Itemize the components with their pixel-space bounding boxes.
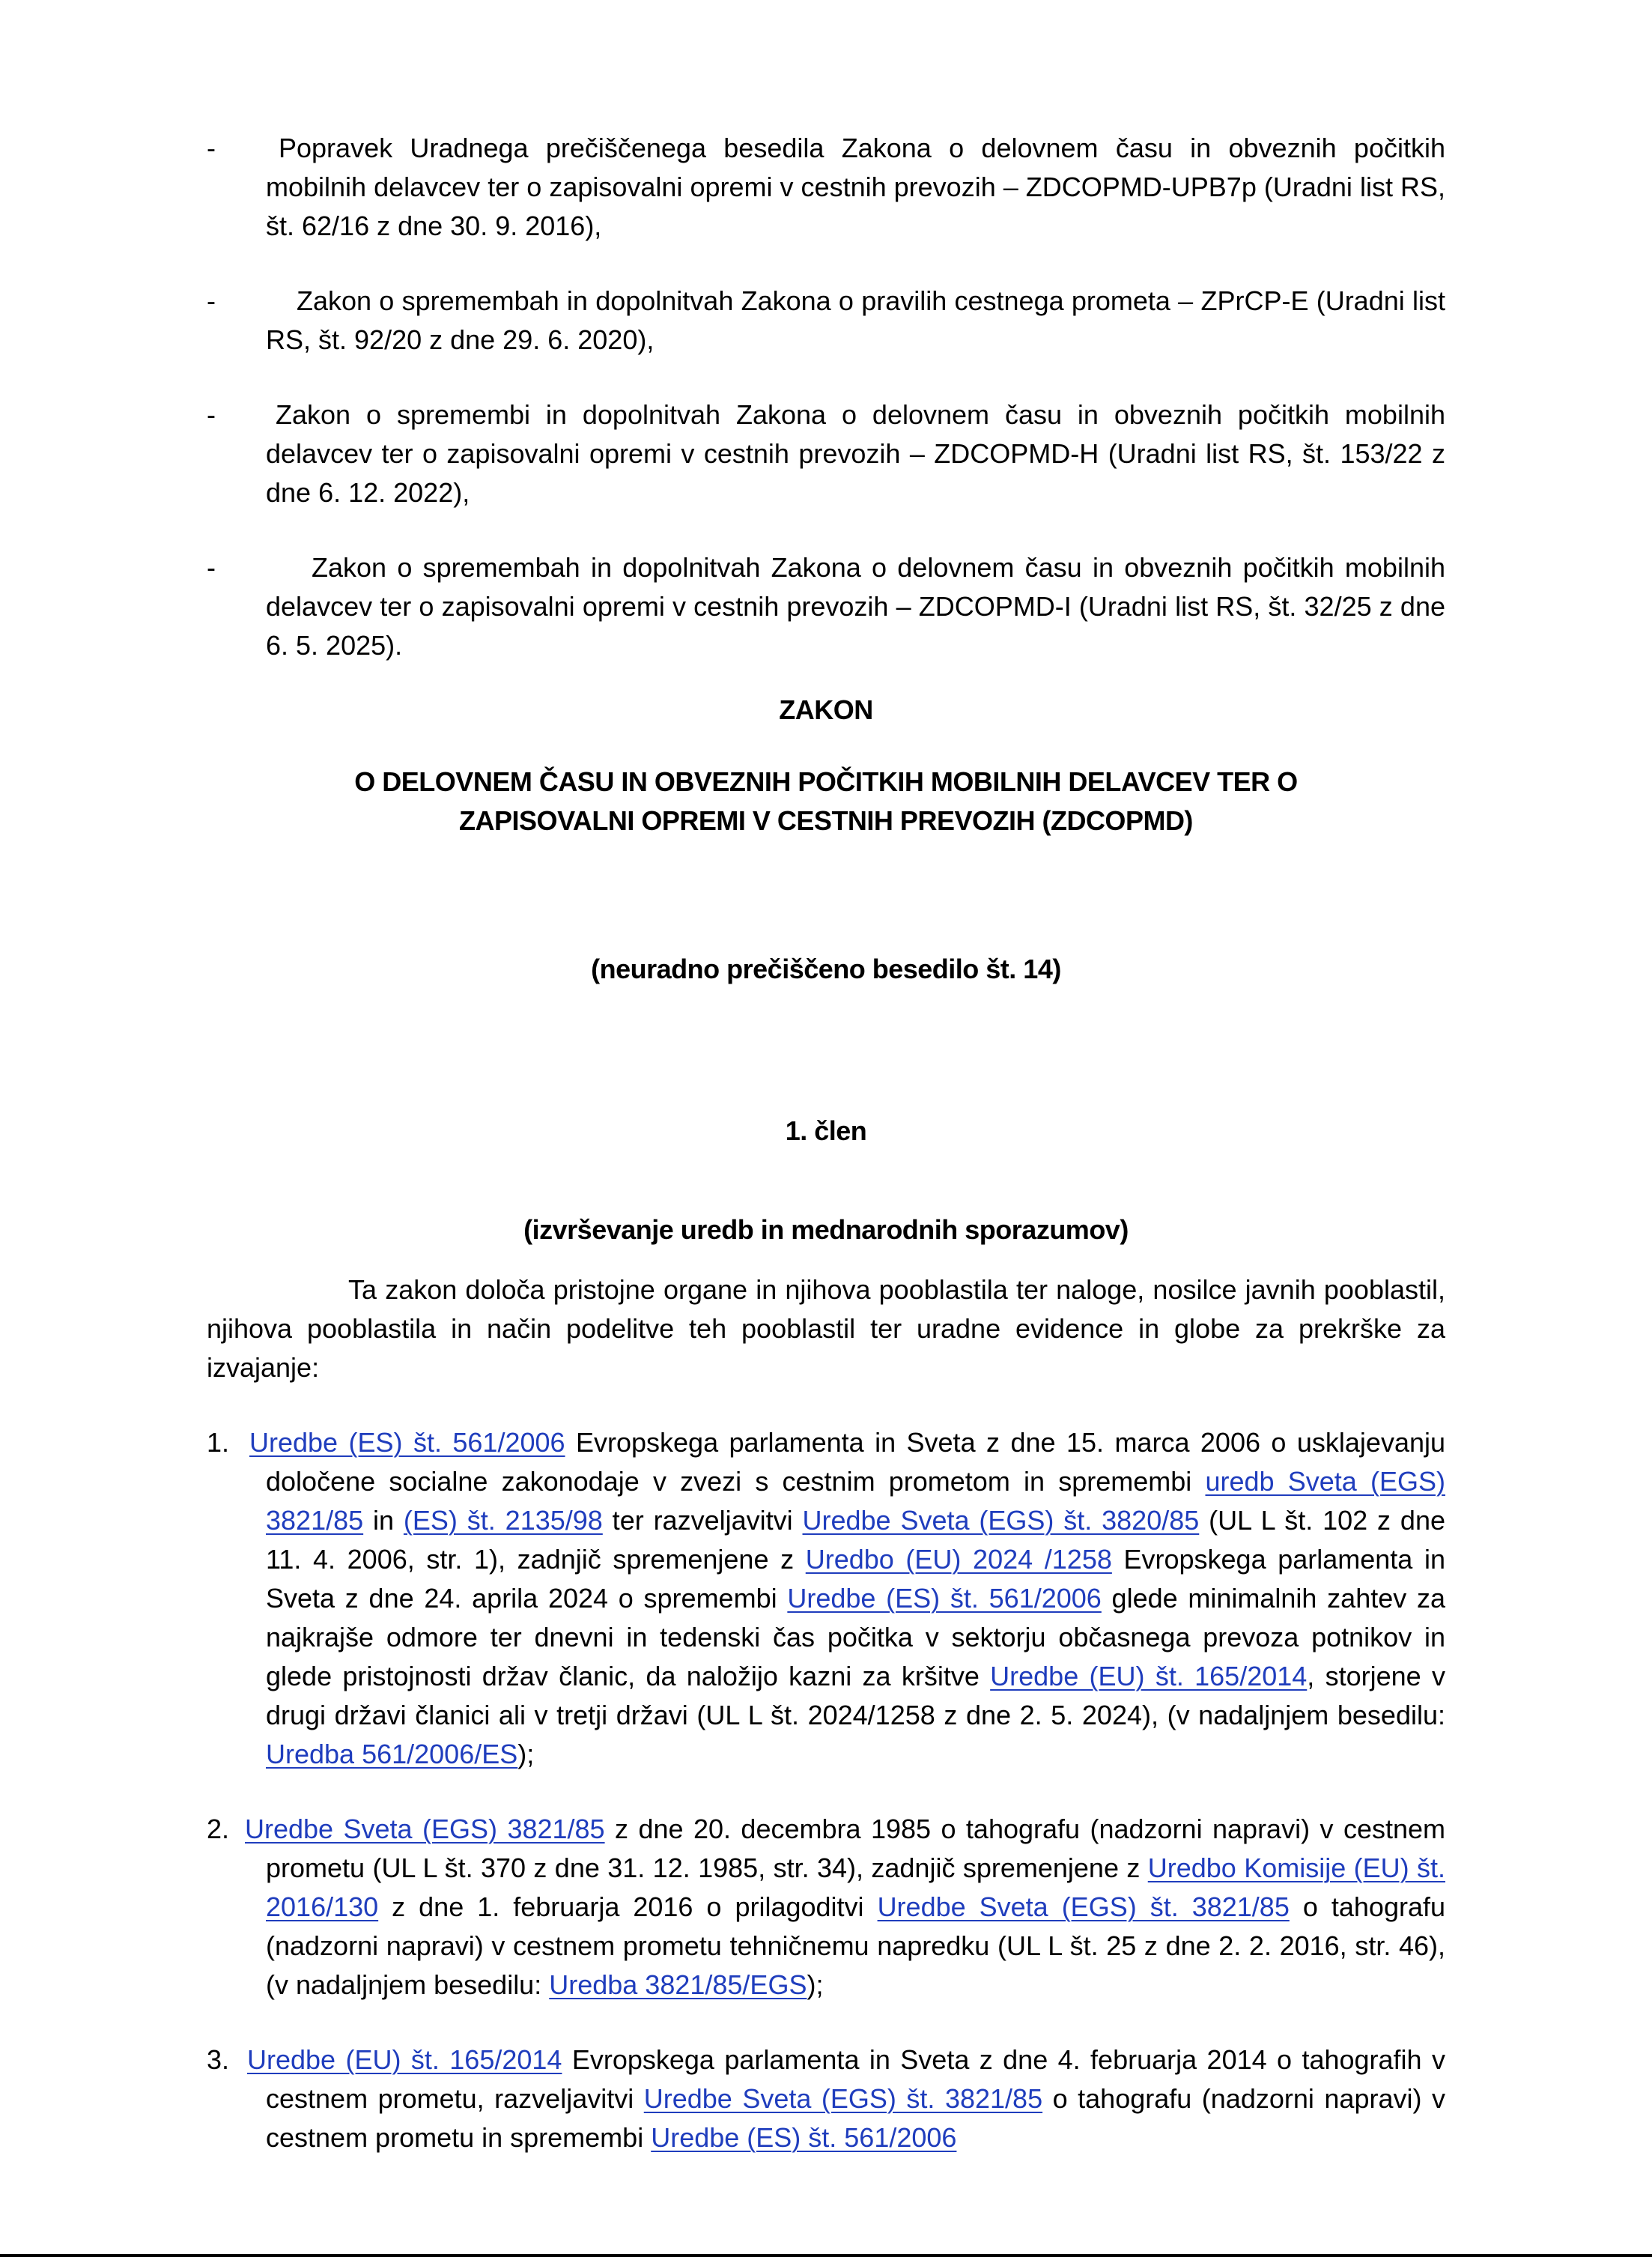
regulation-link[interactable]: (ES) št. 2135/98 <box>403 1505 603 1536</box>
numbered-item <box>207 1810 1445 2005</box>
item-text: Evropskega parlamenta in Sveta z dne 15. marca 2006 o usklajevanju določene socialne zakonodaje v zvezi s cestnim prometom in spremembi <box>266 1427 1446 1497</box>
consolidated-version-label: (neuradno prečiščeno besedilo št. 14) <box>591 954 1061 984</box>
intro-paragraph: Ta zakon določa pristojne organe in njihova pooblastila ter naloge, nosilce javnih pooblastil, njihova pooblastila in način podelitve teh pooblastil ter uradne evidence in globe za prekrške za izvajanje: <box>207 1274 1445 1383</box>
law-heading: ZAKON <box>779 694 873 725</box>
amendment-text: Zakon o spremembah in dopolnitvah Zakona o pravilih cestnega prometa – ZPrCP-E (Uradni list RS, št. 92/20 z dne 29. 6. 2020), <box>266 285 1445 355</box>
item-text: ); <box>807 1969 824 2000</box>
amendment-text: Zakon o spremembi in dopolnitvah Zakona o delovnem času in obveznih počitkih mobilnih delavcev ter o zapisovalni opremi v cestnih prevozih – ZDCOPMD-H (Uradni list RS, št. 153/22 z dne 6. 12. 2022), <box>266 399 1445 508</box>
regulation-link[interactable]: Uredbe Sveta (EGS) št. 3821/85 <box>877 1891 1290 1922</box>
regulation-link[interactable]: Uredbe Sveta (EGS) št. 3821/85 <box>643 2083 1043 2114</box>
numbered-item <box>207 2041 1445 2157</box>
regulation-link[interactable]: Uredbo Komisije (EU) št. 2016/130 <box>266 1852 1445 1922</box>
amendment-text: Popravek Uradnega prečiščenega besedila Zakona o delovnem času in obveznih počitkih mobilnih delavcev ter o zapisovalni opremi v cestnih prevozih – ZDCOPMD-UPB7p (Uradni list RS, št. 62/16 z dne 30. 9. 2016), <box>266 133 1445 241</box>
item-text: o tahografu (nadzorni napravi) v cestnem prometu in spremembi <box>266 2083 1445 2153</box>
amendment-text: Zakon o spremembah in dopolnitvah Zakona o delovnem času in obveznih počitkih mobilnih delavcev ter o zapisovalni opremi v cestnih prevozih – ZDCOPMD-I (Uradni list RS, št. 32/25 z dne 6. 5. 2025). <box>266 552 1445 661</box>
list-dash: - <box>207 399 216 430</box>
regulation-link[interactable]: Uredbe (EU) št. 165/2014 <box>990 1661 1308 1691</box>
regulation-link[interactable]: Uredbe Sveta (EGS) št. 3820/85 <box>802 1505 1200 1536</box>
item-text: z dne 1. februarja 2016 o prilagoditvi <box>378 1891 878 1922</box>
regulation-link[interactable]: Uredbe (ES) št. 561/2006 <box>651 2122 957 2153</box>
regulation-link[interactable]: Uredbo (EU) 2024 /1258 <box>805 1544 1112 1575</box>
regulation-link[interactable]: Uredbe (EU) št. 165/2014 <box>247 2044 562 2075</box>
list-dash: - <box>207 133 216 163</box>
law-title-line-2: ZAPISOVALNI OPREMI V CESTNIH PREVOZIH (ZDCOPMD) <box>459 805 1193 836</box>
regulation-link[interactable]: Uredba 561/2006/ES <box>266 1739 518 1769</box>
regulation-link[interactable]: uredb Sveta (EGS) 3821/85 <box>266 1466 1445 1536</box>
law-title-line-1: O DELOVNEM ČASU IN OBVEZNIH POČITKIH MOBILNIH DELAVCEV TER O <box>354 766 1298 797</box>
item-text: (UL L št. 102 z dne 11. 4. 2006, str. 1), zadnjič spremenjene z <box>266 1505 1445 1575</box>
item-text: Evropskega parlamenta in Sveta z dne 4. februarja 2014 o tahografih v cestnem prometu, razveljavitvi <box>266 2044 1445 2114</box>
list-dash: - <box>207 285 216 316</box>
item-text: glede minimalnih zahtev za najkrajše odmore ter dnevni in tedenski čas počitka v sektorju občasnega prevoza potnikov in glede pristojnosti držav članic, da naložijo kazni za kršitve <box>266 1583 1446 1691</box>
page-bottom-rule <box>0 2254 1652 2257</box>
amendment-item <box>207 396 1445 512</box>
law-title <box>207 763 1445 840</box>
regulation-link[interactable]: Uredbe Sveta (EGS) 3821/85 <box>245 1814 605 1844</box>
regulation-link[interactable]: Uredbe (ES) št. 561/2006 <box>787 1583 1102 1614</box>
article-number: 1. člen <box>785 1115 867 1146</box>
list-dash: - <box>207 552 216 583</box>
item-text: in <box>363 1505 404 1536</box>
item-text: z dne 20. decembra 1985 o tahografu (nadzorni napravi) v cestnem prometu (UL L št. 370 z dne 31. 12. 1985, str. 34), zadnjič spremenjene z <box>266 1814 1445 1883</box>
numbered-item <box>207 1423 1445 1774</box>
regulation-link[interactable]: Uredbe (ES) št. 561/2006 <box>249 1427 565 1458</box>
amendment-item <box>207 282 1445 360</box>
item-text: ter razveljavitvi <box>602 1505 803 1536</box>
amendment-item <box>207 548 1445 665</box>
item-text: ); <box>517 1739 535 1769</box>
item-text: Evropskega parlamenta in Sveta z dne 24. aprila 2024 o spremembi <box>266 1544 1445 1614</box>
item-number: 2. <box>207 1814 230 1844</box>
document-body <box>207 129 1445 2157</box>
item-number: 1. <box>207 1427 230 1458</box>
article-title: (izvrševanje uredb in mednarodnih sporazumov) <box>523 1214 1129 1245</box>
item-text: , storjene v drugi državi članici ali v tretji državi (UL L št. 2024/1258 z dne 2. 5. 2024), (v nadaljnjem besedilu: <box>266 1661 1445 1730</box>
regulation-link[interactable]: Uredba 3821/85/EGS <box>549 1969 807 2000</box>
item-number: 3. <box>207 2044 230 2075</box>
amendment-item <box>207 129 1445 246</box>
item-text: o tahografu (nadzorni napravi) v cestnem prometu tehničnemu napredku (UL L št. 25 z dne 2. 2. 2016, str. 46), (v nadaljnjem besedilu: <box>266 1891 1445 2000</box>
